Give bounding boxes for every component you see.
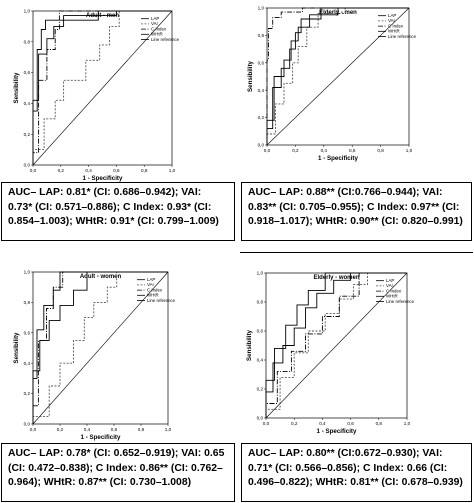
auc-summary-adult-men: AUC– LAP: 0.81* (CI: 0.686–0.942); VAI: 0.73* (CI: 0.571–0.886); C Index: 0.93* (CI: 0.854–1.003); WHtR: 0.91* (CI: 0.799–1.009)	[1, 182, 235, 241]
y-tick-label: 0,6	[256, 328, 263, 334]
y-tick-label: 0,6	[23, 70, 30, 76]
legend-label: C Index	[386, 288, 402, 294]
roc-panel-elderly-men	[237, 0, 474, 180]
roc-panel-adult-women	[0, 262, 237, 442]
auc-summary-elderly-men: AUC– LAP: 0.88** (CI:0.766–0.944); VAI: 0.83** (CI: 0.705–0.955); C Index: 0.97** (CI: 0.918–1.017); WHtR: 0.90** (CI: 0.820–0.991)	[241, 182, 472, 241]
x-tick-label: 0,8	[375, 421, 382, 426]
section-divider	[240, 252, 473, 253]
auc-summary-elderly-women: AUC– LAP: 0.80** (CI:0.672–0.930); VAI: 0.71* (CI: 0.566–0.856); C Index: 0.66 (CI: 0.496–0.822); WHtR: 0.81** (CI: 0.678–0.939)	[241, 443, 472, 502]
chart-title: Adult - women	[79, 274, 122, 280]
x-axis-label: 1 - Specificity	[318, 155, 358, 162]
x-tick-label: 0,2	[56, 427, 64, 432]
legend-label: Line reference	[386, 298, 415, 304]
x-tick-label: 1,0	[405, 148, 413, 153]
roc-chart-elderly-men	[237, 0, 474, 180]
roc-panel-elderly-women	[237, 262, 474, 442]
x-tick-label: 0,0	[29, 427, 37, 432]
x-tick-label: 0,6	[113, 168, 120, 173]
x-tick-label: 0,8	[137, 427, 145, 432]
y-tick-label: 0,6	[23, 330, 30, 336]
roc-chart-adult-men	[0, 0, 237, 180]
legend-label: WHtR	[388, 28, 400, 34]
chart-title: Elderly - men	[319, 10, 357, 16]
y-tick-label: 0,2	[23, 391, 30, 397]
x-tick-label: 1,0	[403, 421, 411, 426]
x-tick-label: 0,2	[291, 421, 298, 426]
x-axis-label: 1 - Specificity	[316, 428, 357, 435]
legend-label: C Index	[388, 23, 404, 29]
x-tick-label: 0,6	[349, 148, 356, 153]
x-tick-label: 0,4	[83, 427, 91, 432]
roc-panel-adult-men	[0, 0, 237, 180]
x-tick-label: 0,8	[377, 148, 384, 153]
legend-label: VAI	[388, 18, 395, 24]
y-tick-label: 1,0	[256, 270, 263, 276]
x-tick-label: 0,6	[110, 427, 118, 432]
x-tick-label: 0,4	[320, 148, 327, 153]
y-axis-label: Sensibility	[246, 330, 253, 361]
legend-label: LAP	[388, 13, 397, 18]
legend-label: Line reference	[151, 36, 180, 42]
x-axis-label: 1 - Specificity	[82, 175, 123, 182]
y-tick-label: 0,2	[256, 386, 263, 392]
legend-label: C Index	[147, 287, 163, 293]
y-tick-label: 1,0	[257, 5, 264, 11]
x-tick-label: 0,2	[292, 148, 299, 153]
y-tick-label: 0,0	[23, 421, 30, 427]
y-tick-label: 0,0	[257, 142, 264, 148]
chart-title: Elderly - women	[313, 275, 360, 281]
x-tick-label: 1,0	[164, 427, 172, 432]
x-tick-label: 0,2	[57, 168, 64, 173]
legend-label: VAI	[386, 283, 393, 289]
legend-label: LAP	[147, 277, 156, 282]
auc-summary-adult-women: AUC– LAP: 0.78* (CI: 0.652–0.919); VAI: 0.65 (CI: 0.472–0.838); C Index: 0.86** (CI: 0.762–0.964); WHtR: 0.87** (CI: 0.730–1.008)	[1, 443, 235, 502]
y-tick-label: 0,8	[23, 39, 30, 45]
roc-chart-adult-women	[0, 262, 237, 442]
y-tick-label: 0,0	[23, 162, 30, 168]
y-tick-label: 0,4	[257, 87, 264, 93]
x-tick-label: 0,0	[263, 148, 271, 153]
y-tick-label: 1,0	[23, 8, 30, 14]
y-tick-label: 0,8	[257, 33, 264, 38]
x-tick-label: 0,4	[85, 168, 92, 173]
x-tick-label: 0,4	[319, 421, 326, 426]
legend-label: WHtR	[147, 292, 159, 298]
legend-label: WHtR	[151, 31, 163, 37]
y-tick-label: 1,0	[23, 269, 30, 275]
legend-label: LAP	[151, 16, 160, 21]
legend-label: LAP	[386, 278, 395, 283]
y-tick-label: 0,6	[257, 60, 264, 66]
y-tick-label: 0,2	[23, 131, 30, 137]
y-tick-label: 0,2	[257, 115, 264, 121]
y-axis-label: Sensibility	[13, 332, 20, 364]
x-tick-label: 0,0	[29, 168, 37, 173]
x-tick-label: 0,0	[262, 421, 270, 426]
legend-label: Line reference	[147, 297, 176, 303]
x-tick-label: 1,0	[168, 168, 176, 173]
y-tick-label: 0,8	[256, 299, 263, 305]
y-tick-label: 0,8	[23, 300, 30, 305]
y-tick-label: 0,0	[256, 415, 263, 421]
x-tick-label: 0,8	[141, 168, 148, 173]
y-tick-label: 0,4	[256, 357, 263, 363]
legend-label: WHtR	[386, 293, 398, 299]
legend-label: Line reference	[388, 33, 417, 39]
y-axis-label: Sensibility	[13, 72, 20, 104]
x-axis-label: 1 - Specificity	[80, 434, 121, 441]
y-tick-label: 0,4	[23, 101, 30, 106]
roc-chart-elderly-women	[237, 262, 474, 442]
legend-label: VAI	[151, 21, 158, 27]
y-tick-label: 0,4	[23, 360, 30, 366]
legend-label: C Index	[151, 26, 167, 32]
y-axis-label: Sensibility	[247, 61, 254, 92]
legend-label: VAI	[147, 282, 154, 288]
x-tick-label: 0,6	[347, 421, 354, 426]
chart-title: Adult - men	[86, 13, 119, 19]
